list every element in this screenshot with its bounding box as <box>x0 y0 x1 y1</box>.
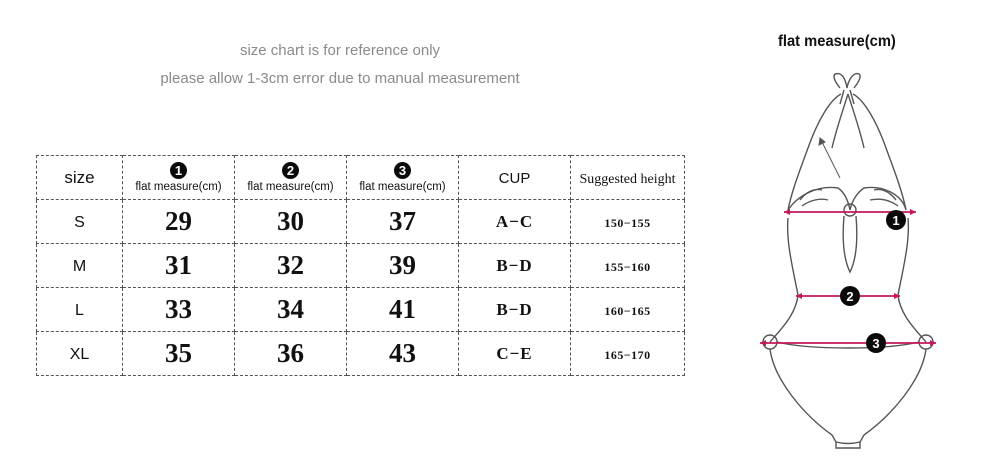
measure-3-value: 41 <box>389 294 416 324</box>
measure-1-badge: 1 <box>170 162 187 179</box>
height-value: 160−165 <box>604 304 651 318</box>
table-row <box>37 332 685 376</box>
measure-1-label: flat measure(cm) <box>135 181 222 193</box>
height-header-label: Suggested height <box>579 171 676 187</box>
measure-3-value: 39 <box>389 250 416 280</box>
size-cell <box>37 200 123 244</box>
height-cell <box>571 288 685 332</box>
height-cell <box>571 332 685 376</box>
measure-3-cell <box>347 332 459 376</box>
measure-2-cell <box>235 288 347 332</box>
measure-3-label: flat measure(cm) <box>359 181 446 193</box>
measure-1-value: 31 <box>165 250 192 280</box>
marker-3 <box>866 333 886 353</box>
measure-1-cell <box>123 288 235 332</box>
measure-3-cell <box>347 200 459 244</box>
measure-1-cell <box>123 200 235 244</box>
cup-cell <box>459 200 571 244</box>
measure-2-cell <box>235 244 347 288</box>
svg-text:2: 2 <box>846 289 854 304</box>
cup-cell <box>459 288 571 332</box>
size-header-label: size <box>64 167 95 187</box>
size-value: L <box>75 301 84 319</box>
cup-value: A−C <box>495 211 534 231</box>
measure-2-value: 32 <box>277 250 304 280</box>
measure-2-cell <box>235 200 347 244</box>
measure-1-value: 35 <box>165 338 192 368</box>
swimsuit-outline <box>763 74 933 448</box>
measure-3-value: 37 <box>389 206 416 236</box>
measure-3-badge: 3 <box>394 162 411 179</box>
size-cell <box>37 244 123 288</box>
measure-2-label: flat measure(cm) <box>247 181 334 193</box>
measure-1-value: 33 <box>165 294 192 324</box>
table-row <box>37 200 685 244</box>
marker-2 <box>840 286 860 306</box>
measure-1-value: 29 <box>165 206 192 236</box>
cup-value: B−D <box>496 299 533 319</box>
svg-text:3: 3 <box>872 336 880 351</box>
measure-2-value: 34 <box>277 294 304 324</box>
svg-text:1: 1 <box>892 213 900 228</box>
size-value: XL <box>69 345 90 363</box>
strap-arrow <box>819 138 840 178</box>
height-cell <box>571 200 685 244</box>
cup-header <box>459 156 571 200</box>
measure-3-header <box>347 156 459 200</box>
measure-3-cell <box>347 244 459 288</box>
size-header <box>37 156 123 200</box>
cup-value: B−D <box>496 255 533 275</box>
table-row <box>37 244 685 288</box>
measure-1-header <box>123 156 235 200</box>
error-note: please allow 1-3cm error due to manual measurement <box>160 70 520 87</box>
cup-cell <box>459 244 571 288</box>
measure-2-badge: 2 <box>282 162 299 179</box>
measure-3-cell <box>347 288 459 332</box>
diagram-title: flat measure(cm) <box>778 33 896 50</box>
cup-cell <box>459 332 571 376</box>
height-cell <box>571 244 685 288</box>
measure-2-value: 30 <box>277 206 304 236</box>
reference-note: size chart is for reference only <box>239 42 441 59</box>
height-value: 155−160 <box>604 260 651 274</box>
cup-header-label: CUP <box>498 170 531 187</box>
table-header-row <box>37 156 685 200</box>
height-value: 150−155 <box>604 216 651 230</box>
swimsuit-diagram <box>740 60 960 455</box>
measure-2-cell <box>235 332 347 376</box>
height-value: 165−170 <box>604 348 651 362</box>
marker-1 <box>886 210 906 230</box>
size-cell <box>37 332 123 376</box>
size-value: S <box>74 213 85 231</box>
size-chart-table <box>36 155 685 376</box>
measure-3-value: 43 <box>389 338 416 368</box>
table-row <box>37 288 685 332</box>
height-header <box>571 156 685 200</box>
measure-2-value: 36 <box>277 338 304 368</box>
cup-value: C−E <box>496 343 533 363</box>
measurement-lines <box>760 209 936 346</box>
measure-2-header <box>235 156 347 200</box>
measure-1-cell <box>123 332 235 376</box>
size-value: M <box>72 257 87 275</box>
size-cell <box>37 288 123 332</box>
measure-1-cell <box>123 244 235 288</box>
